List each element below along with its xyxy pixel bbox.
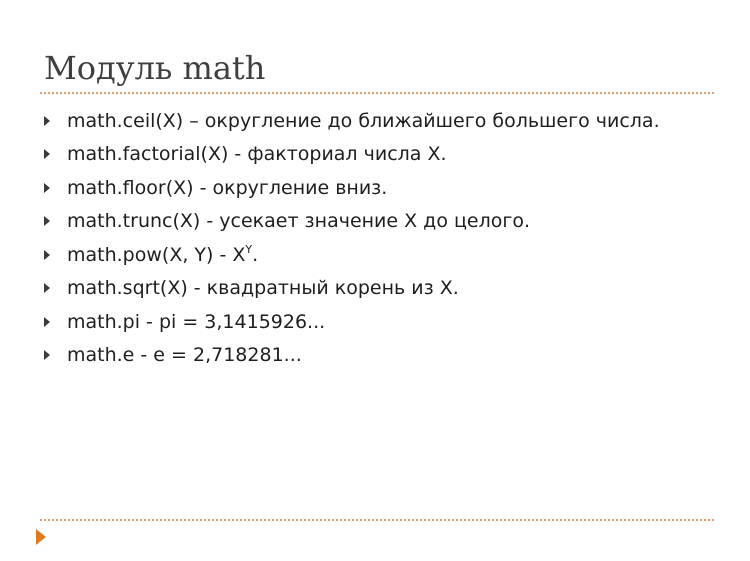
triangle-right-icon — [44, 350, 50, 360]
title-divider — [40, 92, 714, 94]
bullet-text-pow — [67, 244, 258, 266]
triangle-right-icon — [44, 283, 50, 293]
triangle-right-icon — [44, 317, 50, 327]
bullet-text: math.e - e = 2,718281... — [67, 344, 302, 367]
slide-title: Модуль math — [44, 49, 266, 87]
triangle-right-icon — [44, 250, 50, 260]
bullet-list — [44, 104, 660, 372]
triangle-right-icon — [44, 116, 50, 126]
bullet-text: math.trunc(X) - усекает значение X до целого. — [67, 210, 531, 233]
bullet-text: math.factorial(X) - факториал числа X. — [67, 143, 447, 166]
pow-exponent: Y — [245, 242, 253, 256]
pow-text: math.pow(X, Y) - X — [67, 243, 246, 266]
list-item — [44, 104, 660, 138]
footer-divider — [40, 519, 714, 521]
triangle-right-icon — [44, 149, 50, 159]
list-item — [44, 205, 660, 239]
triangle-right-icon — [36, 529, 46, 545]
list-item — [44, 238, 660, 272]
bullet-text: math.ceil(X) – округление до ближайшего большего числа. — [67, 109, 660, 132]
bullet-text: math.floor(X) - округление вниз. — [67, 176, 388, 199]
list-item — [44, 272, 660, 306]
pow-suffix: . — [252, 243, 259, 266]
list-item — [44, 305, 660, 339]
list-item — [44, 339, 660, 373]
triangle-right-icon — [44, 216, 50, 226]
bullet-text: math.pi - pi = 3,1415926... — [67, 310, 326, 333]
triangle-right-icon — [44, 183, 50, 193]
list-item — [44, 171, 660, 205]
list-item — [44, 138, 660, 172]
bullet-text: math.sqrt(X) - квадратный корень из X. — [67, 277, 459, 300]
